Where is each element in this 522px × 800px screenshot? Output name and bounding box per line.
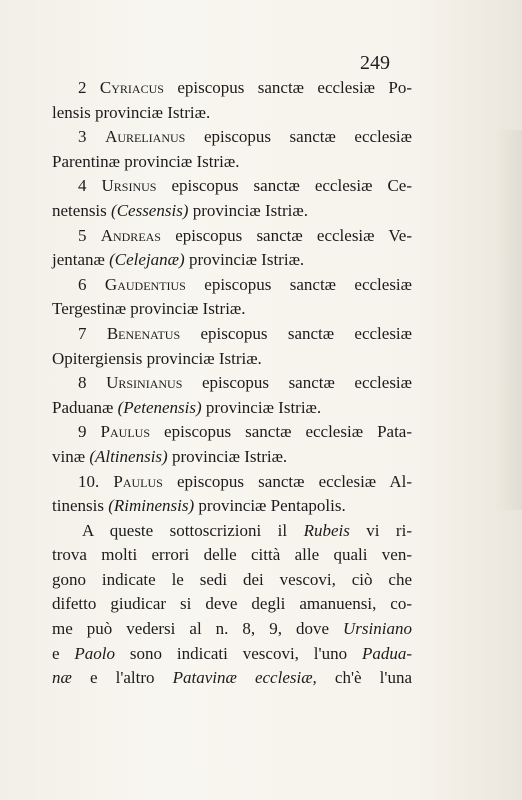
entry-line: 7 Benenatus episcopus sanctæ ecclesiæ <box>78 323 412 343</box>
entry-line: 3 Aurelianus episcopus sanctæ ecclesiæ <box>78 127 412 147</box>
entry-line: Parentinæ provinciæ Istriæ. <box>52 151 240 171</box>
entry-line: 9 Paulus episcopus sanctæ ecclesiæ Pata- <box>78 422 413 442</box>
entry-10 <box>52 470 412 519</box>
entry-5 <box>52 224 412 273</box>
entry-line: 5 Andreas episcopus sanctæ ecclesiæ Ve- <box>78 225 412 245</box>
entry-7 <box>52 322 412 371</box>
entry-3 <box>52 125 412 174</box>
page-body <box>52 76 412 691</box>
entry-line: 2 Cyriacus episcopus sanctæ ecclesiæ Po- <box>78 78 413 97</box>
entry-2 <box>52 76 412 125</box>
entry-line: jentanæ (Celejanæ) provinciæ Istriæ. <box>52 250 305 270</box>
entry-line: Opitergiensis provinciæ Istriæ. <box>52 348 262 368</box>
entry-line: 10. Paulus episcopus sanctæ ecclesiæ Al- <box>78 471 413 491</box>
entry-line: 6 Gaudentius episcopus sanctæ ecclesiæ <box>78 274 412 294</box>
paragraph-line: næ e l'altro Patavinæ ecclesiæ, ch'è l'una <box>52 668 412 688</box>
entry-8 <box>52 371 412 420</box>
paragraph-line: difetto giudicar si deve degli amanuensi, co- <box>52 594 412 614</box>
entry-line: lensis provinciæ Istriæ. <box>52 102 211 122</box>
entry-6 <box>52 273 412 322</box>
entry-line: 8 Ursinianus episcopus sanctæ ecclesiæ <box>78 373 412 393</box>
entry-line: netensis (Cessensis) provinciæ Istriæ. <box>52 200 308 220</box>
entry-line: vinæ (Altinensis) provinciæ Istriæ. <box>52 446 288 466</box>
paragraph-line: trova molti errori delle città alle quali ven- <box>52 545 412 565</box>
paragraph-line: A queste sottoscrizioni il Rubeis vi ri- <box>82 520 412 540</box>
paragraph-line: e Paolo sono indicati vescovi, l'uno Padua- <box>52 643 412 663</box>
page-number: 249 <box>360 52 390 74</box>
commentary-paragraph <box>52 519 412 691</box>
entry-line: 4 Ursinus episcopus sanctæ ecclesiæ Ce- <box>78 176 412 196</box>
entry-9 <box>52 420 412 469</box>
entry-line: Paduanæ (Petenensis) provinciæ Istriæ. <box>52 397 322 417</box>
page-shadow <box>496 130 522 510</box>
paragraph-line: gono indicate le sedi dei vescovi, ciò che <box>52 569 412 589</box>
paragraph-line: me può vedersi al n. 8, 9, dove Ursiniano <box>52 619 412 639</box>
entry-4 <box>52 174 412 223</box>
entry-line: Tergestinæ provinciæ Istriæ. <box>52 299 246 319</box>
entry-line: tinensis (Riminensis) provinciæ Pentapolis. <box>52 496 346 516</box>
